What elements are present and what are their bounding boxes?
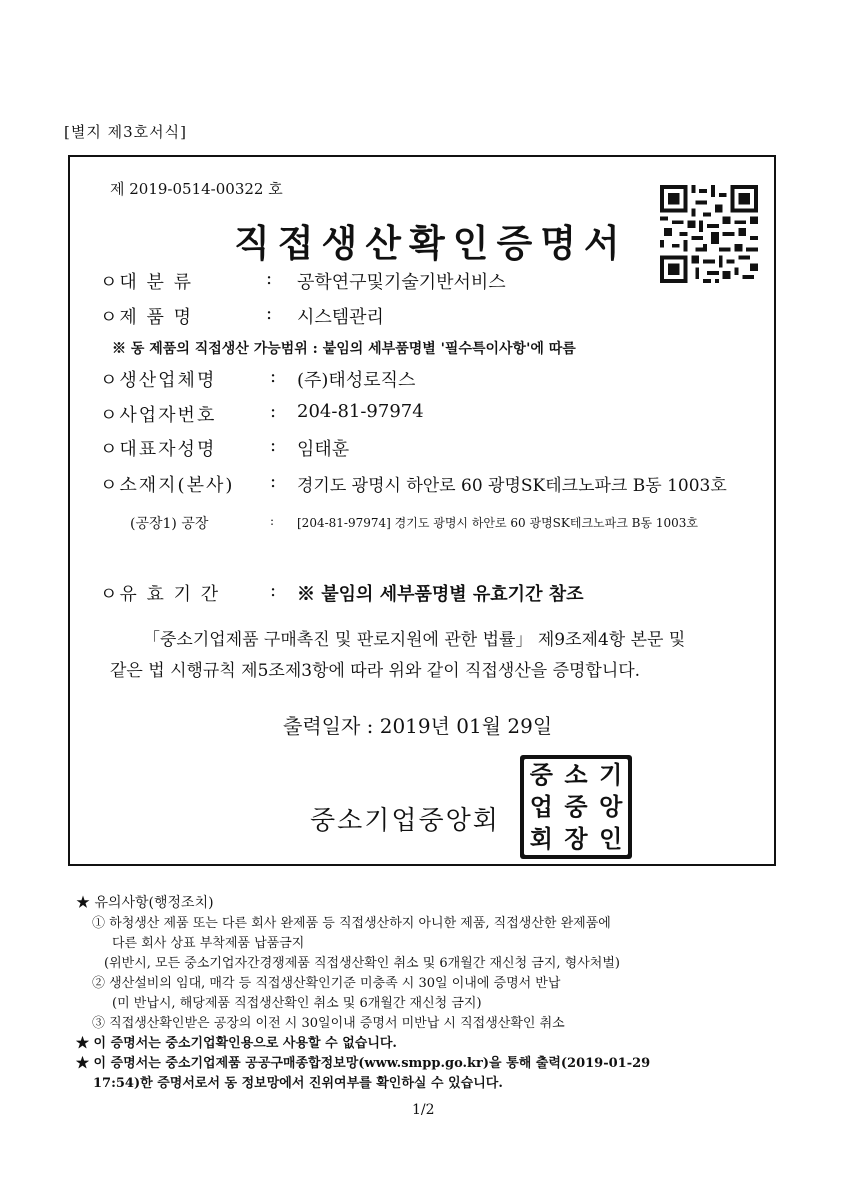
factory-value: [204-81-97974] 경기도 광명시 하안로 60 광명SK테크노파크 B동 1003호 [297, 516, 698, 530]
row-colon: : [266, 303, 273, 324]
row-colon: : [270, 401, 277, 422]
row-label-validity: ㅇ유 효 기 간 [100, 584, 221, 605]
row-label-representative: ㅇ대표자성명 [100, 439, 217, 460]
row-value-representative: 임태훈 [297, 439, 350, 460]
caution-notice: ★ 이 증명서는 중소기업확인용으로 사용할 수 없습니다. [76, 1036, 397, 1051]
row-label-product: ㅇ제 품 명 [100, 307, 193, 328]
caution-item: 다른 회사 상표 부착제품 납품금지 [112, 936, 305, 951]
row-colon: : [266, 268, 273, 289]
row-colon: : [270, 435, 277, 456]
row-colon: : [270, 514, 275, 528]
row-value-company: (주)태성로직스 [297, 370, 416, 391]
caution-header: ★ 유의사항(행정조치) [76, 895, 214, 911]
scope-note: ※ 동 제품의 직접생산 가능범위 : 붙임의 세부품명별 '필수특이사항'에 따름 [112, 341, 576, 357]
row-value-business-number: 204-81-97974 [297, 401, 424, 422]
legal-text-line: 「중소기업제품 구매촉진 및 판로지원에 관한 법률」 제9조제4항 본문 및 [143, 630, 686, 650]
print-date: 출력일자 : 2019년 01월 29일 [283, 714, 553, 738]
caution-item: ① 하청생산 제품 또는 다른 회사 완제품 등 직접생산하지 아니한 제품, 직접생산한 완제품에 [92, 916, 611, 931]
row-value-category: 공학연구및기술기반서비스 [297, 272, 506, 293]
legal-text-line: 같은 법 시행규칙 제5조제3항에 따라 위와 같이 직접생산을 증명합니다. [110, 661, 641, 681]
caution-item: (미 반납시, 해당제품 직접생산확인 취소 및 6개월간 재신청 금지) [112, 996, 482, 1011]
row-colon: : [270, 366, 277, 387]
row-label-company: ㅇ생산업체명 [100, 370, 217, 391]
row-value-validity: ※ 붙임의 세부품명별 유효기간 참조 [297, 584, 584, 605]
row-colon: : [270, 580, 277, 601]
page-number: 1/2 [412, 1102, 435, 1118]
caution-item: (위반시, 모든 중소기업자간경쟁제품 직접생산확인 취소 및 6개월간 재신청 금지, 형사처벌) [104, 956, 620, 971]
row-label-address: ㅇ소재지(본사) [100, 475, 235, 496]
row-colon: : [270, 471, 277, 492]
caution-item: ② 생산설비의 임대, 매각 등 직접생산확인기준 미충족 시 30일 이내에 증명서 반납 [92, 976, 561, 991]
row-label-category: ㅇ대 분 류 [100, 272, 193, 293]
row-value-address: 경기도 광명시 하안로 60 광명SK테크노파크 B동 1003호 [297, 476, 727, 496]
caution-item: ③ 직접생산확인받은 공장의 이전 시 30일이내 증명서 미반납 시 직접생산확인 취소 [92, 1016, 565, 1031]
qr-code-icon [660, 185, 758, 283]
issuer-name: 중소기업중앙회 [310, 806, 500, 836]
certificate-number: 제 2019-0514-00322 호 [110, 180, 283, 198]
row-label-business-number: ㅇ사업자번호 [100, 405, 217, 426]
official-seal-icon: 중 소 기 업 중 앙 회 장 인 [520, 755, 632, 859]
caution-notice: 17:54)한 증명서로서 동 정보망에서 진위여부를 확인하실 수 있습니다. [93, 1076, 503, 1091]
caution-notice: ★ 이 증명서는 중소기업제품 공공구매종합정보망(www.smpp.go.kr)을 통해 출력(2019-01-29 [76, 1056, 651, 1071]
row-value-product: 시스템관리 [297, 307, 384, 328]
certificate-title: 직접생산확인증명서 [234, 221, 628, 265]
form-label: [별지 제3호서식] [64, 123, 187, 141]
factory-label: (공장1) 공장 [130, 516, 209, 532]
